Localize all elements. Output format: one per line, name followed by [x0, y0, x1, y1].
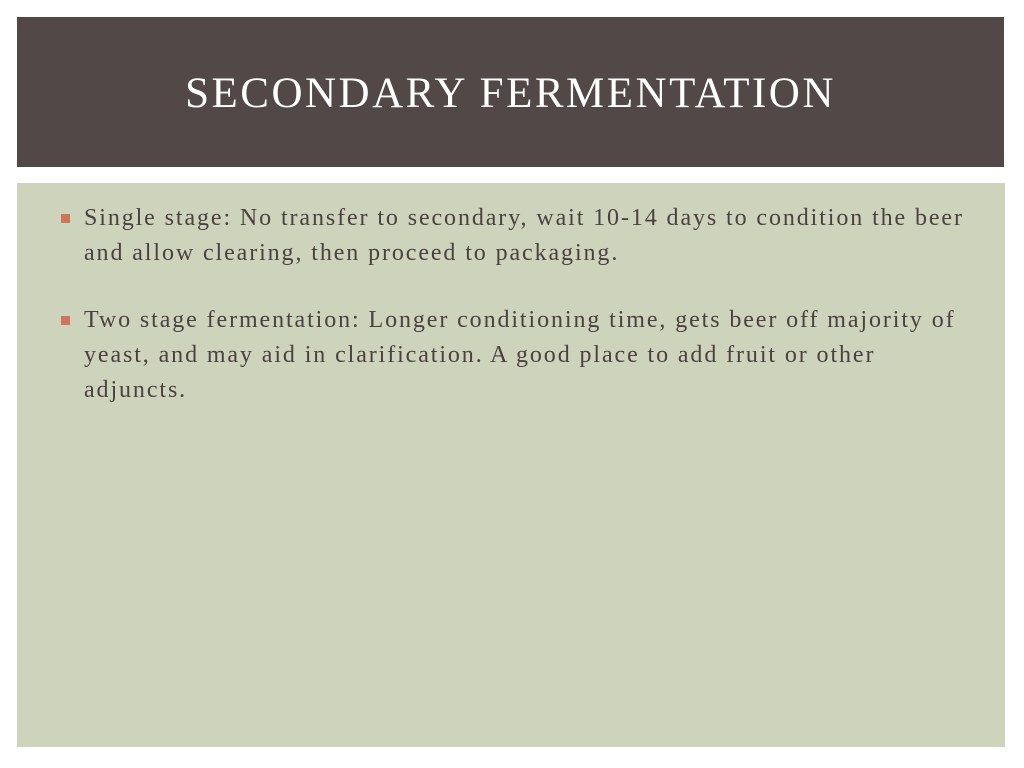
bullet-text: Two stage fermentation: Longer conditioning time, gets beer off majority of yeast, and may aid in clarification. A good place to add fruit or other adjuncts. — [84, 307, 956, 403]
bullet-text: Single stage: No transfer to secondary, wait 10-14 days to condition the beer and allow clearing, then proceed to packaging. — [84, 205, 964, 266]
bullet-item-single-stage — [17, 201, 1005, 271]
bullet-item-two-stage — [17, 303, 1005, 408]
content-panel — [17, 183, 1005, 747]
square-bullet-icon — [61, 214, 70, 223]
bullet-list — [17, 201, 1005, 440]
title-bar — [17, 17, 1004, 167]
slide-title: SECONDARY FERMENTATION — [185, 69, 836, 117]
square-bullet-icon — [61, 316, 70, 325]
